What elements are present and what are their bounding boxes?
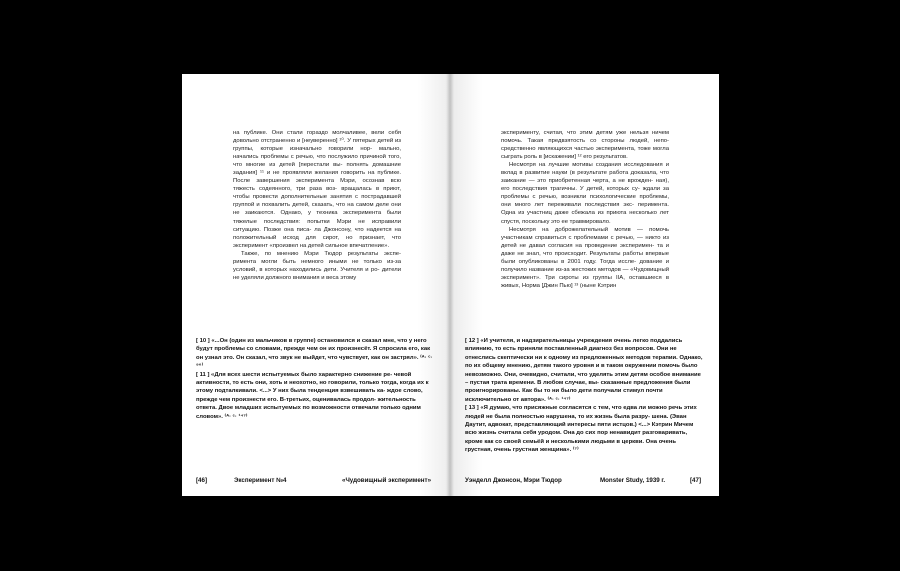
left-page-number: [46] xyxy=(196,477,208,484)
footnote-13: [ 13 ] «Я думаю, что присяжные согласятся с тем, что едва ли можно речь этих людей не была полностью нарушена, то их жизнь была разру- шена. (Эван Даутит, адвокат, представляющий интересы пяти истцов.) <...> Кэтрин Мичем всю жизнь считала себя уродом. Она до сих пор ненавидит разговаривать, кроме как со своей семьёй и несколькими людьми в церкви. Она очень грустная, очень грустная женщина». ⁽⁷⁾ xyxy=(465,405,697,454)
right-page-number: [47] xyxy=(690,477,702,484)
left-paragraph-2: Также, по мнению Мэри Тюдор результаты экспе- римента могли быть немного иными не только из-за условий, в которых находились дети. Учителя и ро- дители не уделяли должного внимания и веса этому xyxy=(233,250,401,281)
left-section-title: Эксперимент №4 xyxy=(234,477,287,484)
right-paragraph-2: Несмотря на лучшие мотивы создания исследования и вклад в развитие науки (в результате работа доказала, что заикание — это приобретенная черта, а не врожден- ная), его последствия трагичны. У детей, которых су- ждали за проблемы с речью, возникли психологические проблемы, они много лет переживали последствия экс- перимента. Одна из участниц даже сбежала из приюта несколько лет спустя, поскольку это ее травмировало. xyxy=(501,162,669,225)
right-body-text xyxy=(501,129,669,290)
left-footnote-quotes xyxy=(196,337,434,421)
right-paragraph-3: Несмотря на доброжелательный мотив — помочь участникам справиться с проблемами с речью, — никто из детей не давал согласия на проведение эксперимен- та и даже не знал, что происходит. Результаты работы впервые были опубликованы в 2001 году. Тогда иссле- дование и получило название из-за жестоких методов — «Чудовищный эксперимент». Три сироты из группы IIA, оставшиеся в живых, Норма [Джин Пью] ¹³ (ныне Кэтрин xyxy=(501,226,669,289)
left-running-title: «Чудовищный эксперимент» xyxy=(342,477,432,484)
left-page xyxy=(182,74,450,496)
footnote-11: [ 11 ] «Для всех шести испытуемых было характерно снижение ре- чевой активности, то есть они, хоть и неохотно, но говорили, только тогда, когда их к этому подталкивали. <...> У них была тенденция взвешивать ка- ждое слово, прежде чем произнести его. В-третьих, оценивалась продол- жительность ответа. Двое младших испытуемых по возможности отвечали только одним словом». ⁽ᴬ· ᶜ· ¹⁴⁷⁾ xyxy=(196,371,429,420)
right-paragraph-1: экспериментy, считая, что этим детям уже нельзя ничем помочь. Такая предвзятость со стороны людей, непо- средственно являющихся частью эксперимента, тоже могла сыграть роль в [искажении] ¹² его результатов. xyxy=(501,130,669,161)
book-spread xyxy=(182,74,719,496)
left-body-text xyxy=(233,129,401,282)
footnote-10: [ 10 ] «...Он (один из мальчиков в группе) остановился и сказал мне, что у него будут проблемы со словами, прежде чем он их произнесёт. Я спросила его, как он узнал это. Он сказал, что звук не выйдет, что чувствует, как он застрял». ⁽ᴬ· ᶜ· ⁹⁶⁾ xyxy=(196,338,433,370)
right-study-title: Monster Study, 1939 г. xyxy=(600,477,666,484)
right-authors: Уэнделл Джонсон, Мэри Тюдор xyxy=(465,477,562,484)
right-footnote-quotes xyxy=(465,337,703,455)
footnote-12: [ 12 ] «И учителя, и надзирательницы учреждения очень легко поддались влиянию, то есть приняли поставленный диагноз без вопросов. Они не отнеслись скептически ни к одному из предложенных методов терапии. Однако, по их общему мнению, детям такого уровня и в таком окружении помочь было невозможно. Они, очевидно, считали, что уделять этим детям особое внимание – пустая трата времени. В любом случае, вы- сказанные предложения были проигнорированы. Как бы то ни было дети получали стимул почти исключительно от авторa». ⁽ᴬ· ᶜ· ¹⁴⁷⁾ xyxy=(465,338,703,403)
left-paragraph-1: на публике. Они стали гораздо молчаливее, вели себя довольно отстраненно и [неуверенно] ¹⁰. У пятерых детей из группы, которые изначально говорили нор- мально, начались проблемы с речью, что послужило причиной того, что многие из детей [перестали вы- полнять домашние задания] ¹¹ и не проявляли желания говорить на публике. После завершения эксперимента Мэри, осознав всю тяжесть содеянного, три раза воз- вращалась в приют, чтобы провести дополнительные занятия с пострадавшей группой и похвалить детей, сказать, что на самом деле они не заикаются. Однако, у техникa эксперимента были тяжелые последствия: попытки Мэри не исправили ситуацию. Позже она писа- ла Джонсону, что надеется на положительный исход для сирот, но признает, что эксперимент «произвел на детей сильное впечатление». xyxy=(233,130,401,249)
book-gutter xyxy=(446,74,454,496)
